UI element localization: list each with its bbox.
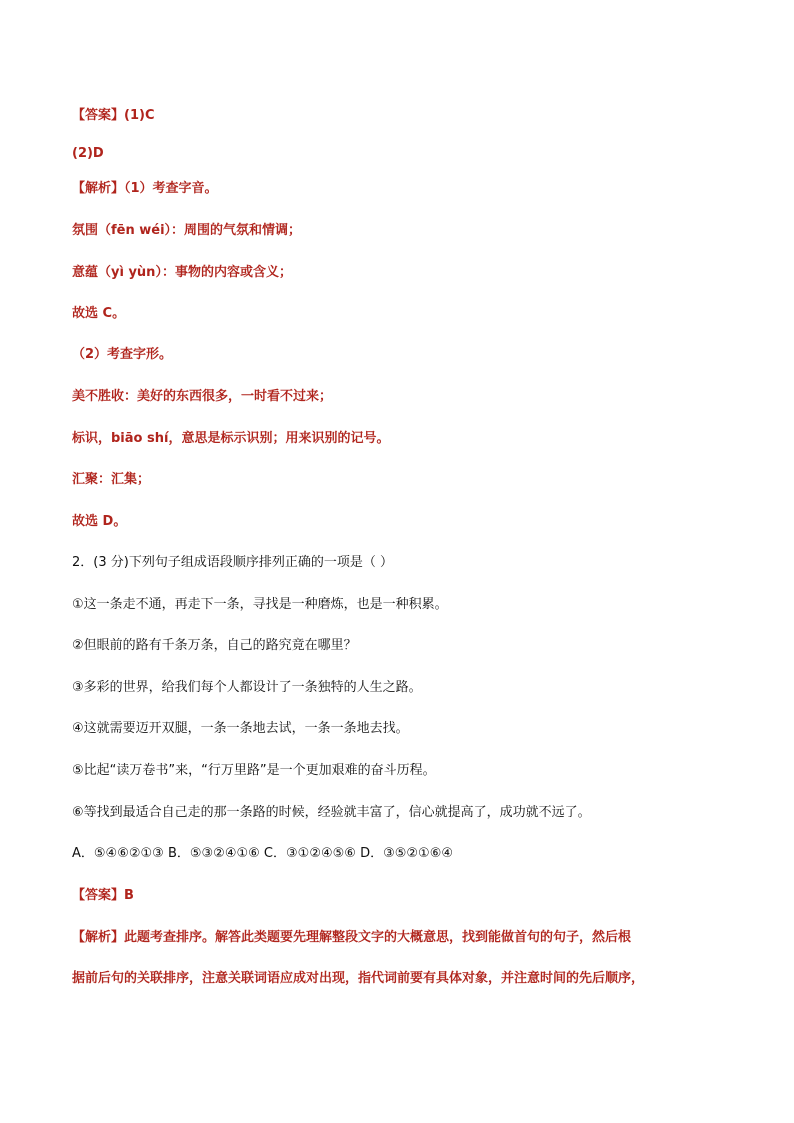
answer-1-line [72,107,154,125]
analysis-1-line: 氛围（fēn wéi）：周围的气氛和情调； [72,223,302,238]
analysis-2-line: 【解析】此题考查排序。解答此类题要先理解整段文字的大概意思，找到能做首句的句子，然后根 [72,930,632,945]
analysis-1-heading: 【解析】（1）考查字音。 [72,181,218,196]
analysis-1-line: 意蕴（yì yùn）：事物的内容或含义； [72,265,292,280]
analysis-1-line: 汇聚：汇集； [72,472,151,487]
answer-label: 【答案】 [72,108,125,123]
question-2-sentence: ③多彩的世界，给我们每个人都设计了一条独特的人生之路。 [72,680,422,695]
answer-2: 【答案】B [72,888,134,903]
analysis-1-line: 美不胜收：美好的东西很多，一时看不过来； [72,389,333,404]
answer-1-part1: (1)C [124,108,155,123]
question-2-sentence: ④这就需要迈开双腿，一条一条地去试，一条一条地去找。 [72,721,409,736]
question-2-options: A．⑤④⑥②①③ B．⑤③②④①⑥ C．③①②④⑤⑥ D．③⑤②①⑥④ [72,846,453,861]
analysis-1-line: 故选 D。 [72,514,127,529]
question-2-sentence: ②但眼前的路有千条万条，自己的路究竟在哪里？ [72,638,357,653]
analysis-1-line: 标识，biāo shí，意思是标示识别；用来识别的记号。 [72,431,390,446]
question-2-stem: 2．(3 分)下列句子组成语段顺序排列正确的一项是（ ） [72,555,393,570]
question-2-sentence: ①这一条走不通，再走下一条，寻找是一种磨炼，也是一种积累。 [72,597,448,612]
analysis-2-line: 据前后句的关联排序，注意关联词语应成对出现，指代词前要有具体对象，并注意时间的先后顺序， [72,971,645,986]
analysis-1-line: （2）考查字形。 [72,347,173,362]
question-2-sentence: ⑥等找到最适合自己走的那一条路的时候，经验就丰富了，信心就提高了，成功就不远了。 [72,805,591,820]
analysis-1-line: 故选 C。 [72,306,126,321]
answer-1-part2: (2)D [72,146,104,161]
question-2-sentence: ⑤比起“读万卷书”来，“行万里路”是一个更加艰难的奋斗历程。 [72,763,436,778]
